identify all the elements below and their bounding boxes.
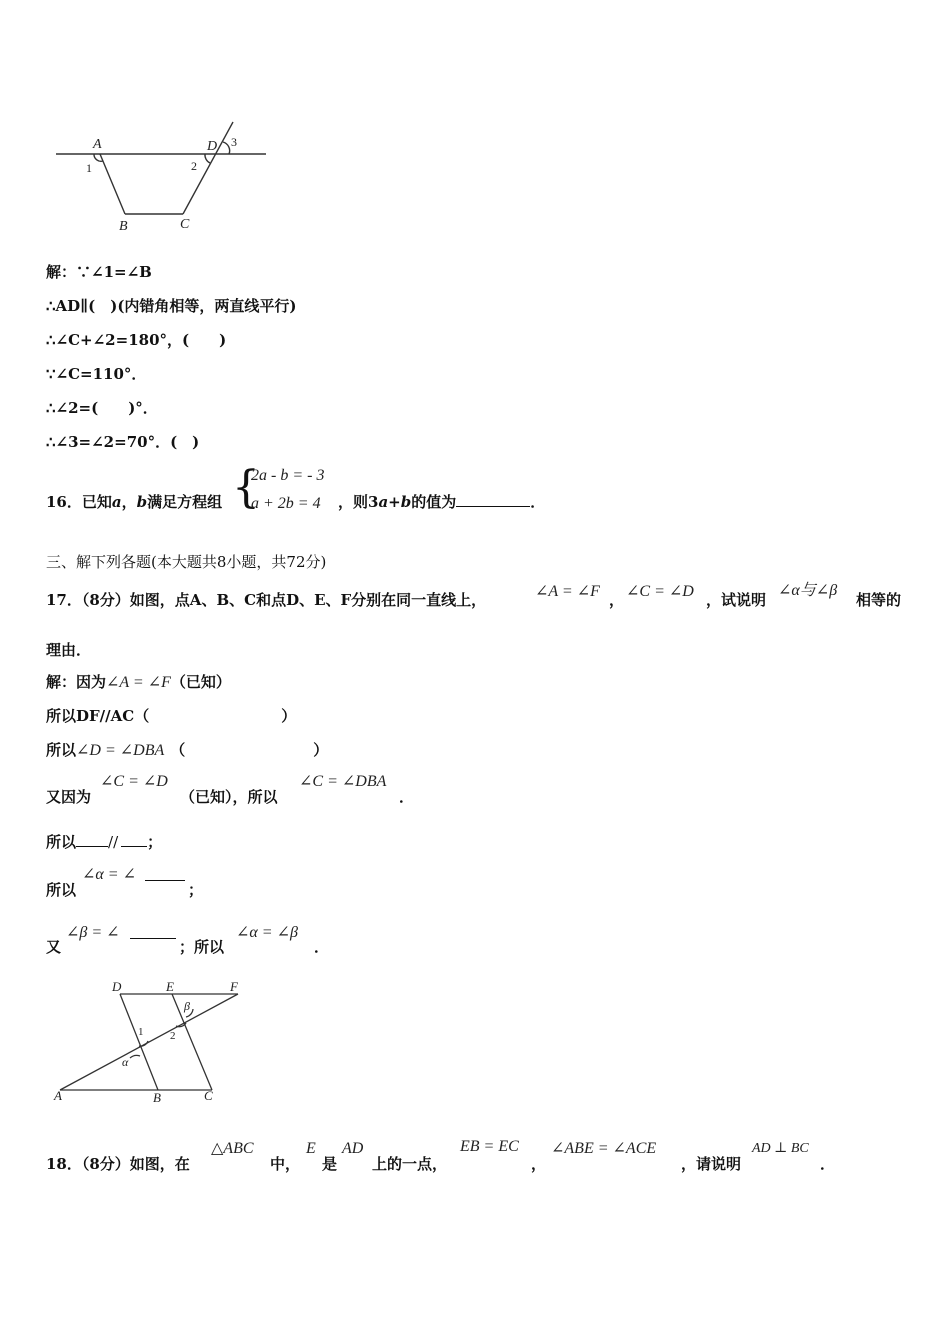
q17-suffix: 相等的: [856, 591, 902, 609]
q17-solution-6-prefix: 所以: [46, 881, 77, 899]
fig2-label-b: B: [153, 1090, 161, 1105]
q18-p4: 上的一点，: [372, 1155, 448, 1173]
q17-solution-4-math-1: ∠C = ∠D: [100, 773, 168, 790]
q17-solution-7-blank[interactable]: [130, 924, 176, 939]
fig1-label-angle2: 2: [191, 159, 197, 173]
q17-solution-7-math-2: ∠α = ∠β: [236, 924, 298, 941]
q16-brace: {: [232, 462, 260, 513]
q16-end: ．: [530, 493, 546, 511]
q17-solution-6-blank[interactable]: [145, 866, 185, 881]
q18-p6: ，请说明: [681, 1155, 742, 1173]
q16-var-a: a: [111, 493, 122, 511]
fig2-label-d: D: [112, 979, 122, 994]
q16-expr-b: b: [400, 493, 412, 511]
q18-p3: 是: [322, 1155, 338, 1173]
q17-solution-4-math-2: ∠C = ∠DBA: [299, 773, 387, 790]
q16-plus: +: [388, 493, 401, 511]
q17-sol2-prefix: 所以DF//AC（: [46, 707, 150, 725]
q18-end: ．: [820, 1155, 836, 1173]
q18-goal: AD ⊥ BC: [752, 1141, 809, 1156]
q16-comma: ，: [121, 493, 137, 511]
q18-triangle: △ABC: [211, 1140, 254, 1157]
q15-line-5: ∴∠2=( )°．: [46, 399, 158, 417]
fig2-line-ec: [172, 994, 212, 1090]
q17-solution-7-end: ．: [314, 938, 330, 956]
q17-sol5-blank-1[interactable]: [76, 832, 108, 847]
q17-target: ∠α与∠β: [778, 582, 838, 599]
section-3-title: 三、解下列各题(本大题共8小题，共72分): [46, 553, 327, 571]
q17-sol3-close: ）: [313, 741, 329, 759]
q17-solution-4-end: ．: [399, 788, 415, 806]
fig2-label-beta: β: [184, 999, 190, 1013]
q16-middle: 满足方程组: [147, 493, 223, 511]
q17-sol3-math: ∠D = ∠DBA: [76, 742, 165, 759]
q15-line-3: ∴∠C+∠2=180°，( ): [46, 331, 227, 349]
fig1-label-angle3: 3: [231, 135, 237, 149]
figure-2-parallel-lines: [50, 976, 260, 1106]
q16-answer-part: [338, 491, 545, 512]
q18-equation-1: EB = EC: [460, 1138, 519, 1155]
q18-p5: ，: [531, 1155, 547, 1173]
q17-sol5-end: ；: [147, 833, 163, 851]
q17-solution-7-mid: ；所以: [179, 938, 225, 956]
q16-suffix: ，则3: [338, 493, 379, 511]
fig1-label-a: A: [93, 137, 102, 152]
fig1-label-d: D: [207, 139, 218, 154]
q17-sep-2: ，试说明: [706, 591, 767, 609]
fig2-label-angle1: 1: [138, 1026, 144, 1038]
q17-sol2-suffix: ）: [281, 707, 297, 725]
q16-expr-a: a: [378, 493, 389, 511]
fig2-line-af: [60, 994, 238, 1090]
q16-prefix: 16．已知: [46, 493, 112, 511]
q17-condition-1: ∠A = ∠F: [535, 583, 600, 600]
fig2-alpha-arc: [130, 1055, 140, 1058]
q16-answer-blank[interactable]: [456, 492, 530, 507]
q15-line-4: ∵∠C=110°．: [46, 365, 147, 383]
fig2-label-f: F: [230, 979, 238, 994]
q17-solution-7-prefix: 又: [46, 938, 62, 956]
q18-point-e: E: [306, 1140, 316, 1157]
fig1-angle2-arc: [205, 154, 210, 163]
q15-line-2: ∴AD∥( )(内错角相等，两直线平行): [46, 297, 297, 315]
q17-solution-4-mid: （已知），所以: [180, 788, 278, 806]
q17-line-2: 理由．: [46, 641, 92, 659]
fig2-label-a: A: [54, 1088, 62, 1103]
fig2-label-angle2: 2: [170, 1030, 176, 1042]
q17-sol1-prefix: 解：因为: [46, 673, 107, 691]
q17-sol3-prefix: 所以: [46, 741, 77, 759]
q15-line-6: ∴∠3=∠2=70°．( ): [46, 433, 200, 451]
fig1-label-angle1: 1: [86, 161, 92, 175]
fig1-angle3-arc: [223, 142, 230, 154]
q18-p2: 中，: [270, 1155, 301, 1173]
q18-equation-2: ∠ABE = ∠ACE: [551, 1140, 657, 1157]
q16-var-b: b: [136, 493, 148, 511]
q17-solution-3: [46, 739, 328, 760]
q17-sep-1: ，: [609, 591, 625, 609]
q17-solution-6-math: ∠α = ∠: [82, 866, 137, 883]
q17-sol3-open: （: [170, 741, 186, 759]
fig2-label-alpha: α: [122, 1055, 129, 1069]
q17-solution-2: [46, 705, 296, 726]
q17-solution-5: [46, 831, 162, 852]
fig1-label-c: C: [180, 217, 190, 232]
q17-sol5-mid: //: [108, 833, 119, 851]
q18-prefix: 18．（8分）如图，在: [46, 1155, 190, 1173]
figure-1-trapezoid: [50, 118, 280, 238]
q17-sol5-blank-2[interactable]: [121, 832, 147, 847]
q17-solution-6-end: ；: [188, 881, 204, 899]
q17-solution-7-math-1: ∠β = ∠: [66, 924, 120, 941]
q15-line-1: 解：∵∠1=∠B: [46, 263, 152, 281]
q17-condition-2: ∠C = ∠D: [626, 583, 694, 600]
q17-sol5-prefix: 所以: [46, 833, 77, 851]
q16-question: [46, 491, 222, 512]
q18-segment-ad: AD: [342, 1140, 364, 1157]
fig2-label-c: C: [204, 1088, 213, 1103]
q16-equation-2: a + 2b = 4: [251, 495, 321, 512]
fig1-label-b: B: [119, 219, 128, 234]
q16-equation-1: 2a - b = - 3: [251, 467, 325, 484]
fig1-side-ab: [100, 154, 125, 214]
q17-solution-4-prefix: 又因为: [46, 788, 92, 806]
q17-sol1-suffix: （已知）: [170, 673, 231, 691]
fig2-line-db: [120, 994, 158, 1090]
q16-tail: 的值为: [411, 493, 457, 511]
q17-sol1-math: ∠A = ∠F: [106, 674, 171, 691]
q17-prefix: 17．（8分）如图，点A、B、C和点D、E、F分别在同一直线上，: [46, 591, 487, 609]
q17-solution-1: [46, 671, 231, 692]
fig2-label-e: E: [166, 979, 174, 994]
